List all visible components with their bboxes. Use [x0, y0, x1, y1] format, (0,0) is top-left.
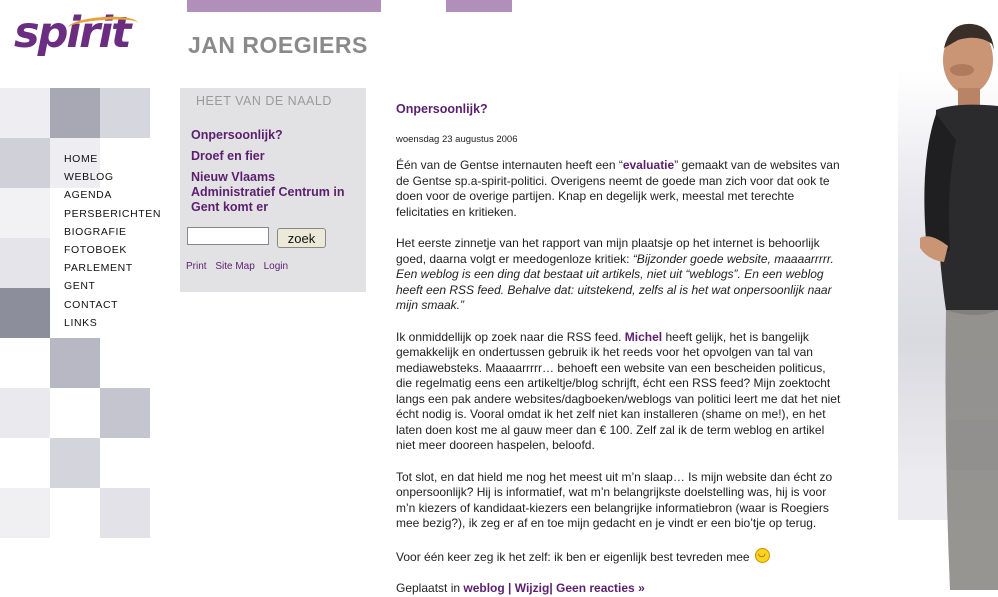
sidebar-link-onpersoonlijk[interactable]: Onpersoonlijk? [191, 128, 283, 142]
nav-item-links[interactable]: LINKS [64, 316, 98, 329]
michel-link[interactable]: Michel [624, 329, 663, 344]
deco-tile [0, 88, 50, 138]
text: heeft gelijk, het is bangelijk gemakkelijk en ondertussen gebruik ik het reeds voor het opvolgen van tal van mediawebsteks. Maaaarrrrr… behoeft een website van een bescheiden politicus, die regelmatig eens een artikeltje/blog schrijft, écht een RSS feed? Mijn zoektocht langs een pak andere websites/dagboeken/weblogs van politici leert me dat het niet écht nodig is. Vooral omdat ik het zelf niet kan installeren (shame on me!), en het laten doen kost me al gauw meer dan € 100. Zelf zal ik de term weblog en artikel niet meer dooreen haspelen, beloofd. [396, 329, 841, 452]
smiley-icon [755, 548, 770, 563]
article [396, 102, 842, 597]
evaluatie-link[interactable]: evaluatie [622, 158, 675, 172]
deco-tile [100, 88, 150, 138]
category-link[interactable]: weblog [463, 581, 505, 595]
text: Één van de Gentse internauten heeft een “ [396, 158, 623, 172]
text: ” gemaakt van de websites van de Gentse sp.a-spirit-politici. Overigens neemt de goede man zich voor dat ook te doen voor de overige partijen. Knap en degelijk werk, meestal met terechte felicitaties en kritieken. [396, 158, 840, 219]
nav-item-biografie[interactable]: BIOGRAFIE [64, 225, 127, 238]
separator: | [504, 581, 515, 595]
sidebar-box [180, 88, 366, 292]
paragraph: Tot slot, en dat hield me nog het meest uit m’n slaap… Is mijn website dan écht zo onpersoonlijk? Hij is informatief, wat m’n belangrijkste doelstelling was, hij is voor m’n kiezers of kandidaat-kiezers een belangrijke informatiebron (waar is Roegiers mee bezig?), ik zeg er af en toe mijn gedacht en je vindt er een bio’tje op terug. [396, 469, 833, 530]
nav-item-home[interactable]: HOME [64, 153, 98, 165]
deco-tile [50, 338, 100, 388]
nav-item-weblog[interactable]: WEBLOG [64, 171, 114, 184]
top-accent-bar [446, 0, 512, 12]
nav-item-agenda[interactable]: AGENDA [64, 189, 112, 202]
logo-text: spirit [14, 8, 130, 58]
deco-tile [0, 138, 50, 188]
nav-item-contact[interactable]: CONTACT [64, 298, 119, 311]
deco-tile [100, 388, 150, 438]
nav-item-persberichten[interactable]: PERSBERICHTEN [64, 207, 162, 220]
sidebar-link-droef-en-fier[interactable]: Droef en fier [191, 149, 265, 163]
sidebar-footer-links [186, 261, 294, 272]
deco-tile [100, 488, 150, 538]
search-input[interactable] [187, 227, 269, 245]
deco-tile [0, 188, 50, 238]
quote: “Bijzonder goede website, maaaarrrrr. Een weblog is een ding dat bestaat uit artikels, niet uit “weblogs”. En een weblog heeft een RSS feed. Behalve dat: uitstekend, zelfs al is het wat onpersoonlijk naar mijn smaak.” [396, 251, 834, 312]
portrait-photo [906, 10, 998, 590]
paragraph [396, 548, 842, 566]
deco-tile [50, 438, 100, 488]
paragraph [396, 330, 842, 454]
sidebar-links [191, 128, 361, 221]
text: Geplaatst in [396, 581, 464, 595]
nav-item-gent[interactable]: GENT [64, 280, 96, 293]
comments-link[interactable]: Geen reacties » [556, 581, 645, 595]
text: Ik onmiddellijk op zoek naar die RSS feed. [396, 329, 625, 344]
nav-item-fotoboek[interactable]: FOTOBOEK [64, 243, 127, 256]
text: Het eerste zinnetje van het rapport van mijn plaatsje op het internet is behoorlijk goed, daarna volgt er meedogenloze kritiek: [396, 236, 820, 266]
post-footer [396, 581, 842, 597]
main-nav [64, 150, 161, 332]
separator: | [549, 581, 557, 595]
search-button[interactable]: zoek [277, 228, 326, 248]
deco-tile [50, 88, 100, 138]
sidebar-link-administratief-centrum[interactable]: Nieuw Vlaams Administratief Centrum in Gent komt er [191, 170, 345, 214]
login-link[interactable]: Login [263, 261, 289, 272]
print-link[interactable]: Print [186, 261, 207, 272]
site-title: JAN ROEGIERS [188, 32, 368, 58]
deco-tile [0, 488, 50, 538]
deco-tile [0, 238, 50, 288]
text: Voor één keer zeg ik het zelf: ik ben er eigenlijk best tevreden mee [396, 549, 750, 564]
sitemap-link[interactable]: Site Map [215, 261, 255, 272]
deco-tile [0, 388, 50, 438]
spirit-logo[interactable] [14, 8, 130, 58]
edit-link[interactable]: Wijzig [514, 581, 550, 595]
paragraph [396, 236, 842, 314]
post-date: woensdag 23 augustus 2006 [396, 133, 518, 145]
top-accent-bar [187, 0, 381, 12]
nav-item-parlement[interactable]: PARLEMENT [64, 262, 133, 275]
post-title[interactable]: Onpersoonlijk? [396, 102, 488, 116]
paragraph [396, 158, 842, 220]
deco-tile [0, 288, 50, 338]
sidebar-heading: HEET VAN DE NAALD [196, 94, 332, 108]
